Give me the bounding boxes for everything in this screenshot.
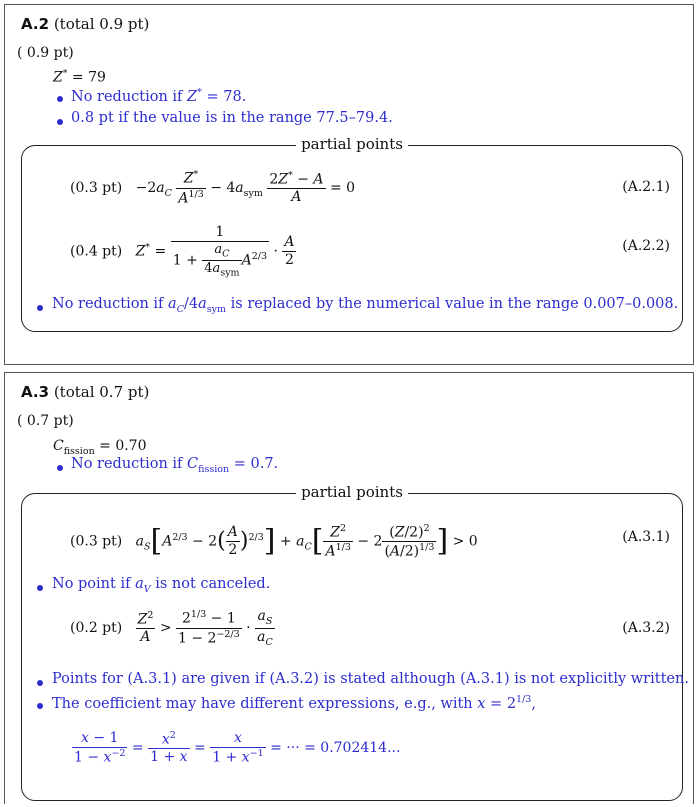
section-a3-total: (total 0.7 pt) xyxy=(53,383,150,401)
partial-points-box-a2 xyxy=(21,135,683,332)
section-a2-label: A.2 xyxy=(21,15,50,33)
bullet-marker xyxy=(37,703,43,709)
bullet-marker xyxy=(57,465,63,471)
partial-points-title: partial points xyxy=(296,483,408,501)
section-a2 xyxy=(4,4,694,365)
bullet-marker xyxy=(57,96,63,102)
equation-a3-1: (0.3 pt) $a_S[A^{2/3} - 2$( $\frac{A}{2}$ )$^{2/3}] + a_C$[ $\frac{Z^2}{A^{1/3}}$ − 2 $\frac{(Z/2)^2}{(A/2)^{1/3}}$ ] > 0 xyxy=(70,522,478,560)
eq-a3-2-points: (0.2 pt) xyxy=(70,620,123,636)
section-a2-header xyxy=(21,15,149,33)
eq-a3-1-points: (0.3 pt) xyxy=(70,533,123,550)
equation-a2-1: (0.3 $pt) -2a_C$ $\frac{Z^*}{A^{1/3}}$ − $4a_{sym}$ $\frac{2Z^* - A}{A}$ = 0 xyxy=(70,169,356,207)
bullet-marker xyxy=(57,119,63,125)
eq-a3-1-number: (A.3.1) xyxy=(622,529,670,545)
a3-answer: $C_{fission} = 0.70$ xyxy=(53,438,147,457)
section-a3-header xyxy=(21,383,149,401)
section-a3-label: A.3 xyxy=(21,383,50,401)
a3-bullet-1: No reduction if $C_{fission} = 0.7$. xyxy=(71,456,279,475)
a3-note-3: The coefficient may have different expressions, e.g., with $x = 2^{1/3}$, xyxy=(52,694,536,712)
bullet-marker xyxy=(37,680,43,686)
equation-a3-2: (0.2 pt) $\frac{Z^2}{A}$ > $\frac{2^{1/3} - 1}{1 - 2^{-2/3}}$ · $\frac{a_S}{a_C}$ xyxy=(70,608,273,648)
bullet-marker xyxy=(37,305,43,311)
eq-a2-2-number: (A.2.2) xyxy=(622,238,670,254)
a2-bullet-1: No reduction if Z* = 78. xyxy=(71,87,247,105)
series-value: = ··· = 0.702414... xyxy=(270,740,401,756)
equation-a2-2: (0.4 pt) Z* = 1 1 + $\frac{a_C}{4a_{sym}}$ $A^{2/3}$ · $\frac{A}{2}$ xyxy=(70,224,295,279)
section-a3 xyxy=(4,372,694,804)
bullet-marker xyxy=(37,585,43,591)
section-a3-subpoints: ( 0.7 pt) xyxy=(17,413,74,429)
a2-answer: Z* = 79 xyxy=(53,68,106,86)
series-expression: $\frac{x - 1}{1 - x^{-2}}$ = $\frac{x^2}{1 + x}$ = $\frac{x}{1 + x^{-1}}$ = ··· = 0.702414... xyxy=(74,729,401,766)
partial-points-box-a3 xyxy=(21,483,689,801)
a2-bullet-2: 0.8 pt if the value is in the range 77.5–79.4. xyxy=(71,110,393,126)
section-a2-subpoints: ( 0.9 pt) xyxy=(17,45,74,61)
eq-a2-2-points: (0.4 pt) xyxy=(70,243,123,260)
eq-a3-2-number: (A.3.2) xyxy=(622,620,670,636)
a3-note-1: No point if $a_V$ is not canceled. xyxy=(52,576,271,595)
eq-a2-1-points: (0.3 pt) xyxy=(70,180,123,196)
a2-note: No reduction if $a_C/4a_{sym}$ is replaced by the numerical value in the range 0.007–0.008. xyxy=(52,296,679,315)
eq-a2-1-number: (A.2.1) xyxy=(622,179,670,195)
section-a2-total: (total 0.9 pt) xyxy=(53,15,150,33)
a3-note-2: Points for (A.3.1) are given if (A.3.2) is stated although (A.3.1) is not explicitly written. xyxy=(52,671,689,687)
partial-points-title: partial points xyxy=(296,135,408,153)
